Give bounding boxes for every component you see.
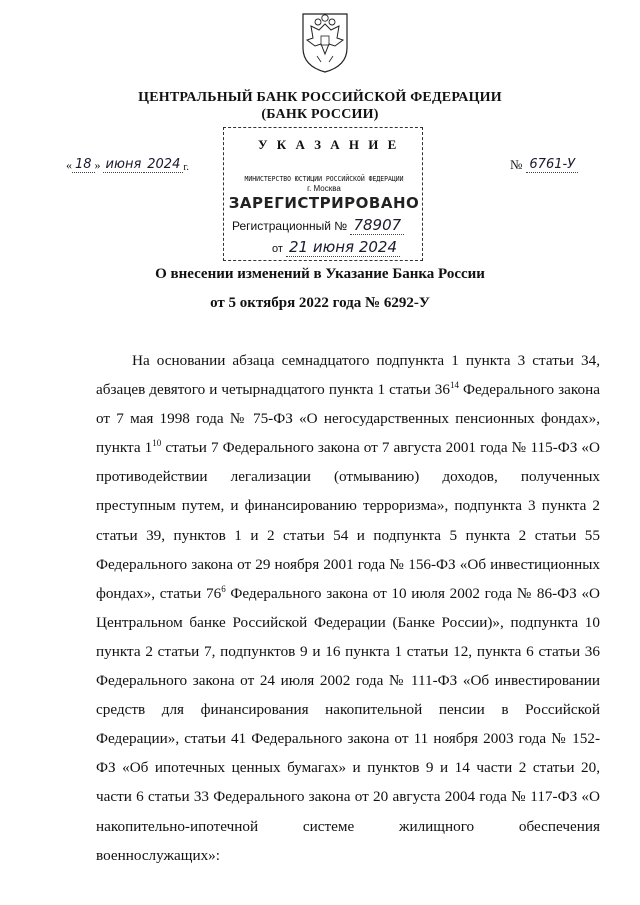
body-sup-1: 14 <box>449 380 459 391</box>
stamp-registration-number <box>232 216 404 234</box>
document-date <box>66 157 189 173</box>
document-body <box>96 346 600 870</box>
stamp-reg-number: 78907 <box>350 216 404 235</box>
date-day: 18 <box>72 157 95 173</box>
body-part-1: На основании абзаца семнадцатого подпункта 1 пункта 3 статьи 34, абзацев девятого и четырнадцатого пункта 1 статьи 36 <box>96 352 600 399</box>
date-year: 2024 <box>144 157 183 173</box>
body-paragraph <box>96 346 600 870</box>
coat-of-arms-emblem <box>299 10 351 74</box>
date-close-quote: » <box>94 158 101 172</box>
stamp-registration-date <box>272 238 400 256</box>
organization-name: ЦЕНТРАЛЬНЫЙ БАНК РОССИЙСКОЙ ФЕДЕРАЦИИ <box>138 90 502 105</box>
body-sup-2: 10 <box>152 438 162 449</box>
stamp-date-label: от <box>272 243 283 255</box>
document-number <box>510 157 578 173</box>
stamp-registered: ЗАРЕГИСТРИРОВАНО <box>228 194 420 212</box>
stamp-date-value: 21 июня 2024 <box>286 238 400 257</box>
stamp-ministry: МИНИСТЕРСТВО ЮСТИЦИИ РОССИЙСКОЙ ФЕДЕРАЦИИ <box>244 175 404 183</box>
body-part-4: Федерального закона от 10 июля 2002 года № 86-ФЗ «О Центральном банке Российской Федерации (Банке России)», подпункта 10 пункта 2 статьи 7, подпунктов 9 и 16 пункта 1 статьи 12, пункта 6 статьи 36 Федерального закона от 24 июля 2002 года № 111-ФЗ «Об инвестировании средств для финансирования накопительной пенсии в Российской Федерации», статьи 41 Федерального закона от 11 ноября 2003 года № 152-ФЗ «Об ипотечных ценных бумагах» и пунктов 9 и 14 части 2 статьи 20, части 6 статьи 33 Федерального закона от 20 августа 2004 года № 117-ФЗ «О накопительно-ипотечной системе жилищного обеспечения военнослужащих»: <box>96 584 601 864</box>
document-title-reference: от 5 октября 2022 года № 6292-У <box>210 295 430 311</box>
stamp-city: г. Москва <box>307 184 341 193</box>
document-title: О внесении изменений в Указание Банка России <box>155 266 485 282</box>
body-part-3: статьи 7 Федерального закона от 7 августа 2001 года № 115-ФЗ «О противодействии легализации (отмыванию) доходов, полученных преступным путем, и финансированию терроризма», подпункта 3 пункта 2 статьи 39, пунктов 1 и 2 статьи 54 и подпункта 5 пункта 2 статьи 55 Федерального закона от 29 ноября 2001 года № 156-ФЗ «Об инвестиционных фондах», статьи 76 <box>96 439 600 602</box>
stamp-reg-label: Регистрационный № <box>232 219 348 233</box>
number-prefix: № <box>510 157 523 172</box>
body-part-2: Федерального закона от 7 мая 1998 года № 75-ФЗ «О негосударственных пенсионных фондах», пункта 1 <box>96 381 600 457</box>
body-sup-3: 6 <box>221 583 226 594</box>
document-type: У К А З А Н И Е <box>258 137 400 152</box>
date-suffix: г. <box>183 162 189 173</box>
organization-short-name: (БАНК РОССИИ) <box>261 107 379 122</box>
number-value: 6761-У <box>526 157 578 173</box>
date-month: июня <box>103 157 145 173</box>
date-open-quote: « <box>66 158 72 172</box>
